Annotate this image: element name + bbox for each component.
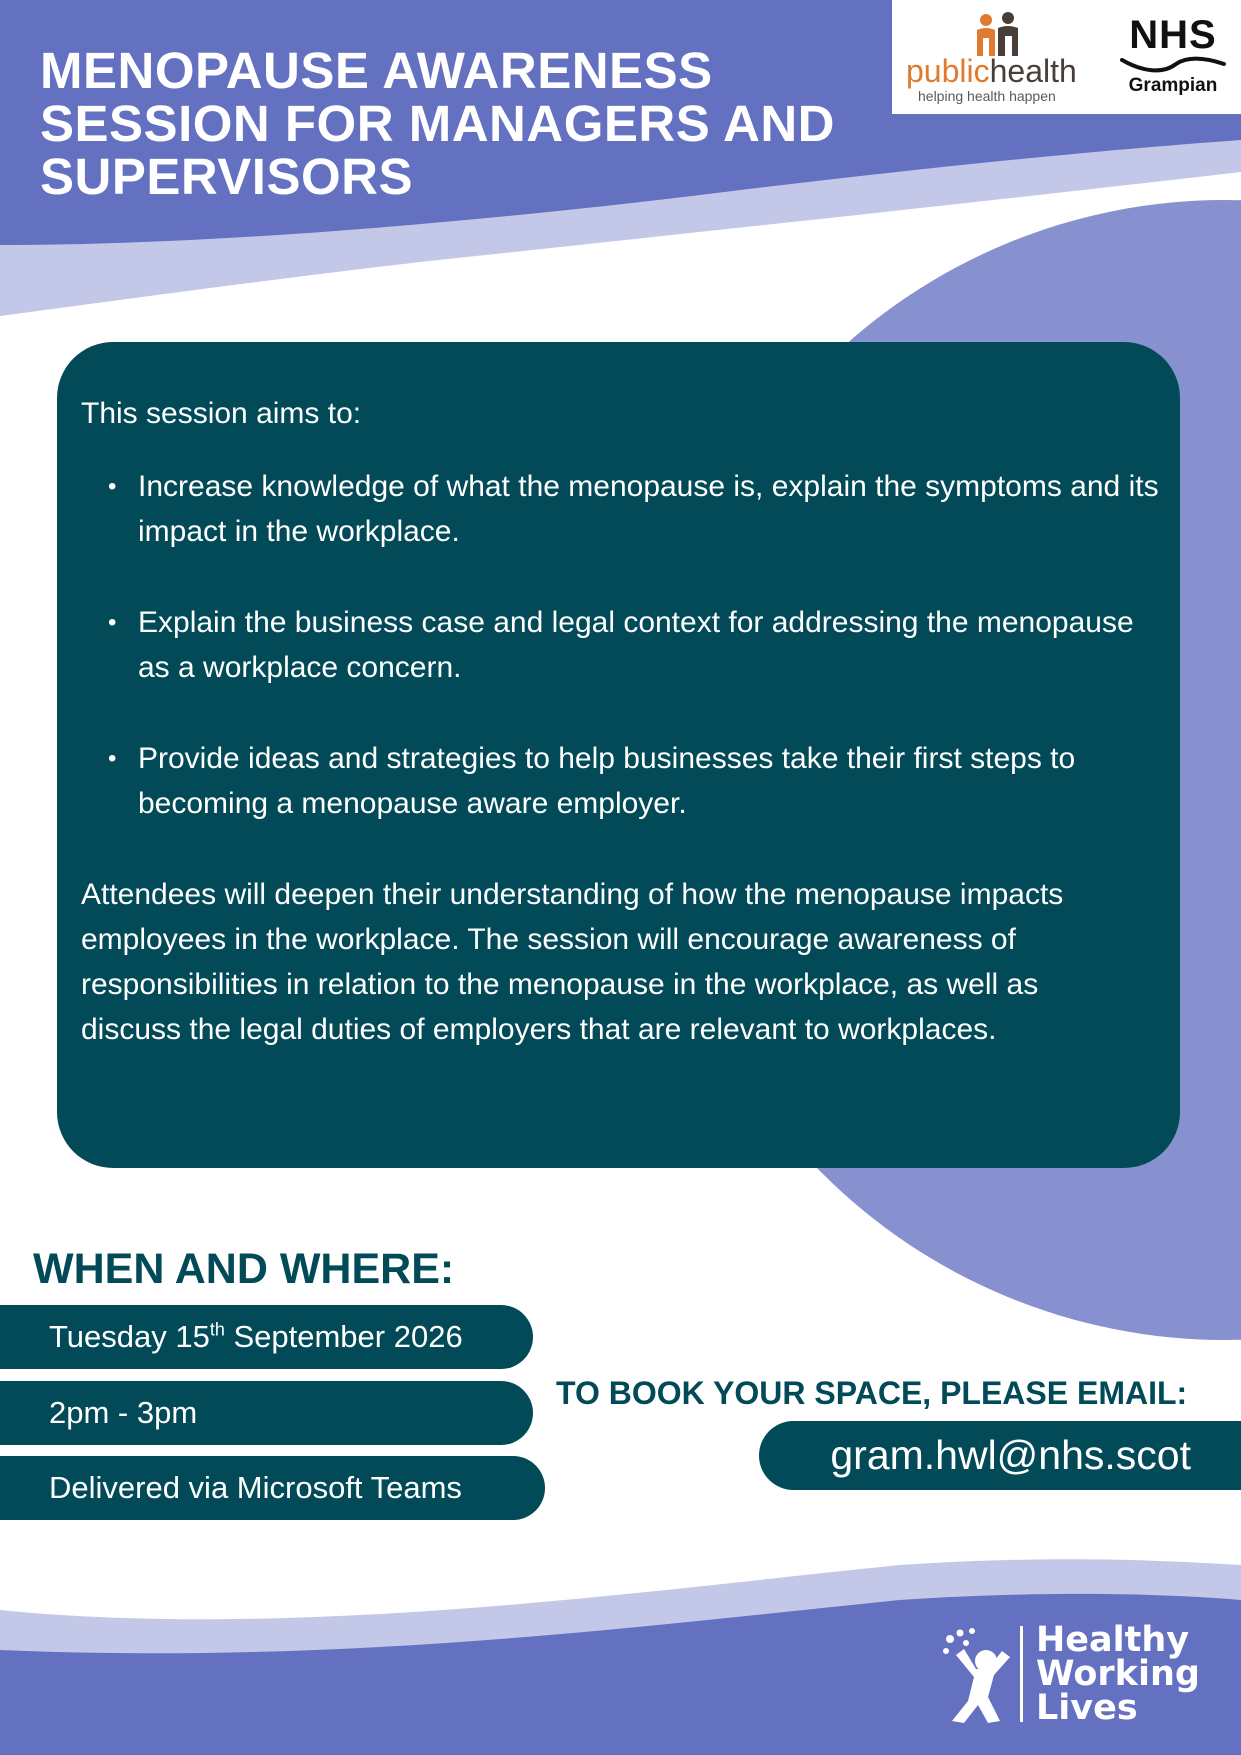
- list-item: [81, 600, 1161, 690]
- date-pill: Tuesday 15th September 2026: [0, 1305, 533, 1369]
- healthy-working-lives-logo: [938, 1620, 1228, 1728]
- booking-email[interactable]: gram.hwl@nhs.scot: [759, 1421, 1241, 1490]
- two-people-figure-icon: [968, 12, 1024, 58]
- hwl-wordmark: Healthy Working Lives: [1036, 1620, 1200, 1728]
- public-health-wordmark: publichealth: [906, 53, 1077, 89]
- session-aims-list: [81, 464, 1161, 872]
- aim-text: Explain the business case and legal context for addressing the menopause as a workplace concern.: [138, 606, 1134, 684]
- session-intro: This session aims to:: [81, 397, 362, 430]
- logo-divider: [1020, 1626, 1023, 1722]
- logo-panel: [892, 0, 1241, 114]
- aim-text: Provide ideas and strategies to help businesses take their first steps to becoming a menopause aware employer.: [138, 742, 1076, 820]
- nhs-wordmark: NHS: [1129, 13, 1217, 57]
- public-health-tagline: helping health happen: [918, 88, 1056, 104]
- page-title: MENOPAUSE AWARENESS SESSION FOR MANAGERS AND SUPERVISORS: [40, 42, 836, 205]
- aim-text: Increase knowledge of what the menopause is, explain the symptoms and its impact in the workplace.: [138, 470, 1159, 548]
- venue-pill: Delivered via Microsoft Teams: [0, 1456, 545, 1520]
- bullet-dot-icon: •: [108, 473, 117, 500]
- bullet-dot-icon: •: [108, 609, 117, 636]
- nhs-grampian-logo: [1114, 14, 1232, 104]
- public-health-logo: [906, 12, 1091, 104]
- bullet-dot-icon: •: [108, 745, 117, 772]
- time-pill: 2pm - 3pm: [0, 1381, 533, 1445]
- jumping-person-icon: [938, 1625, 1020, 1725]
- when-where-heading: WHEN AND WHERE:: [33, 1245, 455, 1293]
- session-summary: Attendees will deepen their understanding of how the menopause impacts employees in the workplace. The session will encourage awareness of responsibilities in relation to the menopause in the workplace, as well as discuss the legal duties of employers that are relevant to workplaces.: [81, 878, 1064, 1046]
- nhs-region: Grampian: [1128, 75, 1218, 96]
- list-item: [81, 464, 1161, 554]
- booking-heading: TO BOOK YOUR SPACE, PLEASE EMAIL:: [556, 1375, 1188, 1411]
- session-info-box: [57, 342, 1180, 1168]
- swoosh-icon: [1118, 54, 1228, 76]
- list-item: [81, 736, 1161, 826]
